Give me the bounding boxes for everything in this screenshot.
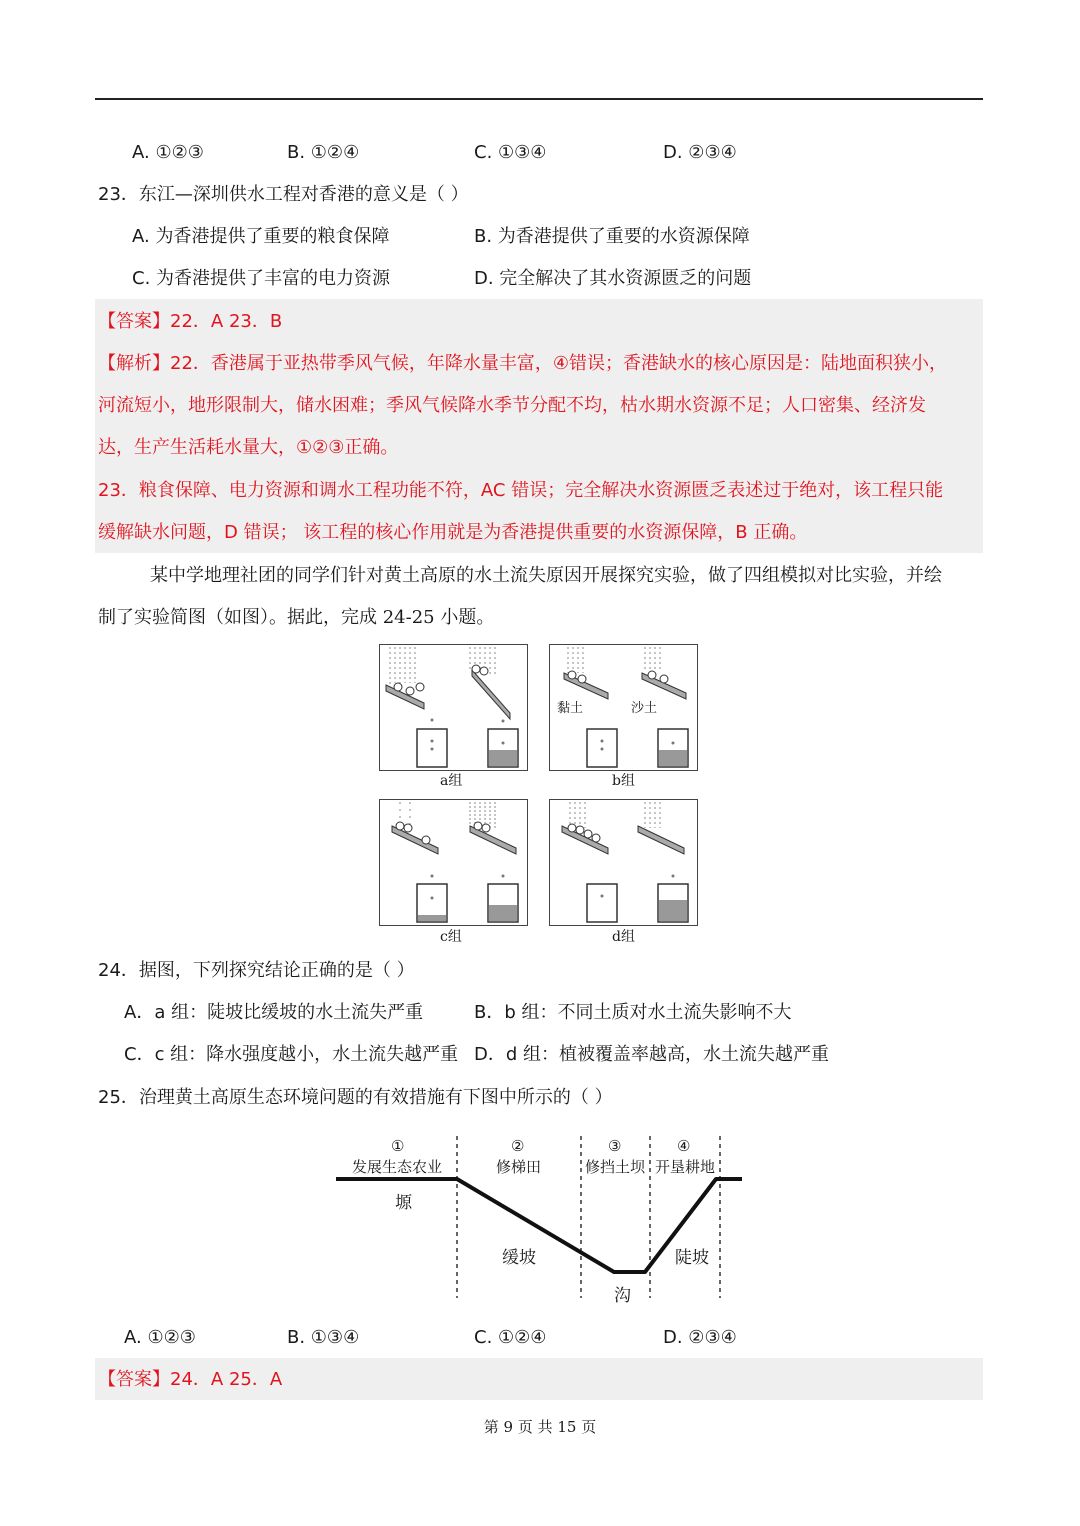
analysis-text-1: 22．香港属于亚热带季风气候，年降水量丰富，④错误；香港缺水的核心原因是：陆地面积狭小， [170,353,948,374]
caption-group-c: c组 [440,929,462,945]
analysis-line-1 [98,351,947,377]
q22-option-b: B. ①②④ [287,142,360,163]
q23-option-c: C. 为香港提供了丰富的电力资源 [132,268,391,289]
landform-gentle-slope: 缓坡 [502,1248,536,1268]
q25-option-b: B. ①③④ [287,1327,360,1348]
experiment-panel-a [379,644,528,771]
answer-1-text: 22．A 23．B [170,311,283,332]
experiment-panel-b [549,644,698,771]
q24-option-b: B．b 组：不同土质对水土流失影响不大 [474,1002,792,1023]
q24-option-c: C．c 组：降水强度越小，水土流失越严重 [124,1044,459,1065]
answer-1 [98,309,282,335]
panel-d-illustration [550,800,697,925]
q25-option-a: A. ①②③ [124,1327,196,1348]
answer-2-text: 24．A 25．A [170,1369,283,1390]
panel-c-illustration [380,800,527,925]
answer-2-tag: 【答案】 [98,1369,170,1390]
label-clay: 黏土 [557,701,584,716]
q22-option-c: C. ①③④ [474,142,547,163]
zone-4-number: ④ [677,1137,691,1155]
q25-option-d: D. ②③④ [663,1327,737,1348]
q25-stem: 25．治理黄土高原生态环境问题的有效措施有下图中所示的（ ） [98,1087,613,1108]
q25-option-c: C. ①②④ [474,1327,547,1348]
panel-a-illustration [380,645,527,770]
analysis-line-5: 缓解缺水问题，D 错误； 该工程的核心作用就是为香港提供重要的水资源保障，B 正确。 [98,522,808,543]
analysis-line-2: 河流短小，地形限制大，储水困难；季风气候降水季节分配不均，枯水期水资源不足；人口密集、经济发 [98,395,926,416]
zone-1-number: ① [391,1137,405,1155]
zone-4-label: 开垦耕地 [655,1158,716,1176]
header-rule [95,98,983,100]
q24-option-a: A．a 组：陡坡比缓坡的水土流失严重 [124,1002,424,1023]
answer-analysis-box [95,299,983,553]
q22-option-d: D. ②③④ [663,142,737,163]
page-footer: 第 9 页 共 15 页 [483,1418,597,1436]
zone-1-label: 发展生态农业 [352,1158,443,1176]
q24-option-d: D．d 组：植被覆盖率越高，水土流失越严重 [474,1044,830,1065]
intro-line-2: 制了实验简图（如图）。据此，完成 24-25 小题。 [98,607,495,628]
caption-group-a: a组 [440,773,463,789]
q23-option-d: D. 完全解决了其水资源匮乏的问题 [474,268,752,289]
zone-3-number: ③ [608,1137,622,1155]
intro-line-1: 某中学地理社团的同学们针对黄土高原的水土流失原因开展探究实验，做了四组模拟对比实验，并绘 [150,565,942,586]
answer-2 [98,1367,282,1393]
q22-option-a: A. ①②③ [132,142,204,163]
landform-gully: 沟 [614,1286,631,1306]
q24-stem: 24．据图，下列探究结论正确的是（ ） [98,960,415,981]
caption-group-d: d组 [612,929,635,945]
experiment-panel-d [549,799,698,926]
q23-stem: 23．东江—深圳供水工程对香港的意义是（ ） [98,184,469,205]
caption-group-b: b组 [612,773,635,789]
analysis-line-4: 23．粮食保障、电力资源和调水工程功能不符，AC 错误；完全解决水资源匮乏表述过于绝对，该工程只能 [98,480,944,501]
q23-option-b: B. 为香港提供了重要的水资源保障 [474,226,750,247]
analysis-line-3: 达，生产生活耗水量大，①②③正确。 [98,437,399,458]
landform-plateau: 塬 [395,1193,412,1213]
answer-1-tag: 【答案】 [98,311,170,332]
zone-2-number: ② [511,1137,525,1155]
analysis-tag: 【解析】 [98,353,170,374]
zone-3-label: 修挡土坝 [585,1158,646,1176]
q23-option-a: A. 为香港提供了重要的粮食保障 [132,226,390,247]
zone-2-label: 修梯田 [496,1158,542,1176]
experiment-panel-c [379,799,528,926]
landform-steep-slope: 陡坡 [675,1248,709,1268]
label-sand: 沙土 [631,701,658,716]
